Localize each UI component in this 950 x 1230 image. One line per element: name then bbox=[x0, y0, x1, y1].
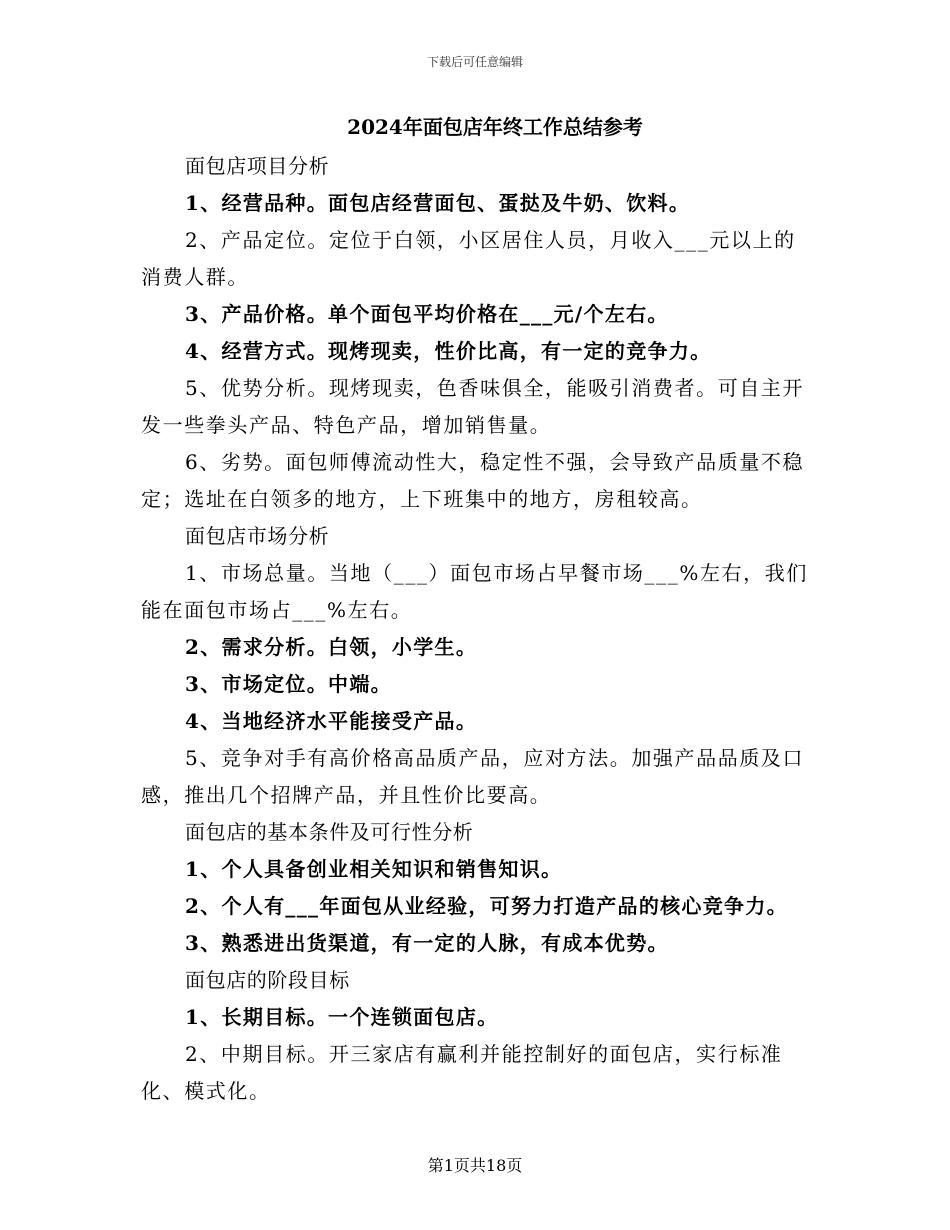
section-heading-market-analysis: 面包店市场分析 bbox=[185, 524, 330, 548]
section-heading-project-analysis: 面包店项目分析 bbox=[185, 154, 330, 178]
paragraph-item: 1、经营品种。面包店经营面包、蛋挞及牛奶、饮料。 bbox=[185, 191, 691, 215]
paragraph-item: 2、个人有___年面包从业经验，可努力打造产品的核心竞争力。 bbox=[185, 894, 788, 918]
page-header-note: 下载后可任意编辑 bbox=[426, 55, 523, 69]
paragraph-item: 3、产品价格。单个面包平均价格在___元/个左右。 bbox=[185, 302, 669, 326]
paragraph-item: 2、产品定位。定位于白领，小区居住人员，月收入___元以上的消费人群。 bbox=[141, 228, 796, 289]
paragraph-item: 5、优势分析。现烤现卖，色香味俱全，能吸引消费者。可自主开发一些拳头产品、特色产品，增加销售量。 bbox=[141, 376, 805, 437]
paragraph-item: 3、市场定位。中端。 bbox=[185, 672, 392, 696]
paragraph-item: 1、市场总量。当地（___）面包市场占早餐市场___%左右，我们能在面包市场占___%左右。 bbox=[141, 561, 808, 622]
section-heading-stage-goals: 面包店的阶段目标 bbox=[185, 968, 350, 992]
paragraph-item: 1、个人具备创业相关知识和销售知识。 bbox=[185, 857, 563, 881]
paragraph-item: 2、需求分析。白领，小学生。 bbox=[185, 635, 478, 659]
paragraph-item: 1、长期目标。一个连锁面包店。 bbox=[185, 1005, 499, 1029]
page-number-footer: 第1页共18页 bbox=[427, 1156, 523, 1175]
document-body bbox=[141, 148, 813, 1110]
document-title: 2024年面包店年终工作总结参考 bbox=[347, 115, 643, 139]
paragraph-item: 3、熟悉进出货渠道，有一定的人脉，有成本优势。 bbox=[185, 931, 669, 955]
paragraph-item: 4、当地经济水平能接受产品。 bbox=[185, 709, 478, 733]
section-heading-feasibility: 面包店的基本条件及可行性分析 bbox=[185, 820, 474, 844]
paragraph-item: 2、中期目标。开三家店有赢利并能控制好的面包店，实行标准化、模式化。 bbox=[141, 1042, 783, 1103]
paragraph-item: 6、劣势。面包师傅流动性大，稳定性不强，会导致产品质量不稳定；选址在白领多的地方，上下班集中的地方，房租较高。 bbox=[141, 450, 805, 511]
paragraph-item: 4、经营方式。现烤现卖，性价比高，有一定的竞争力。 bbox=[185, 339, 712, 363]
paragraph-item: 5、竞争对手有高价格高品质产品，应对方法。加强产品品质及口感，推出几个招牌产品，并且性价比要高。 bbox=[141, 746, 805, 807]
